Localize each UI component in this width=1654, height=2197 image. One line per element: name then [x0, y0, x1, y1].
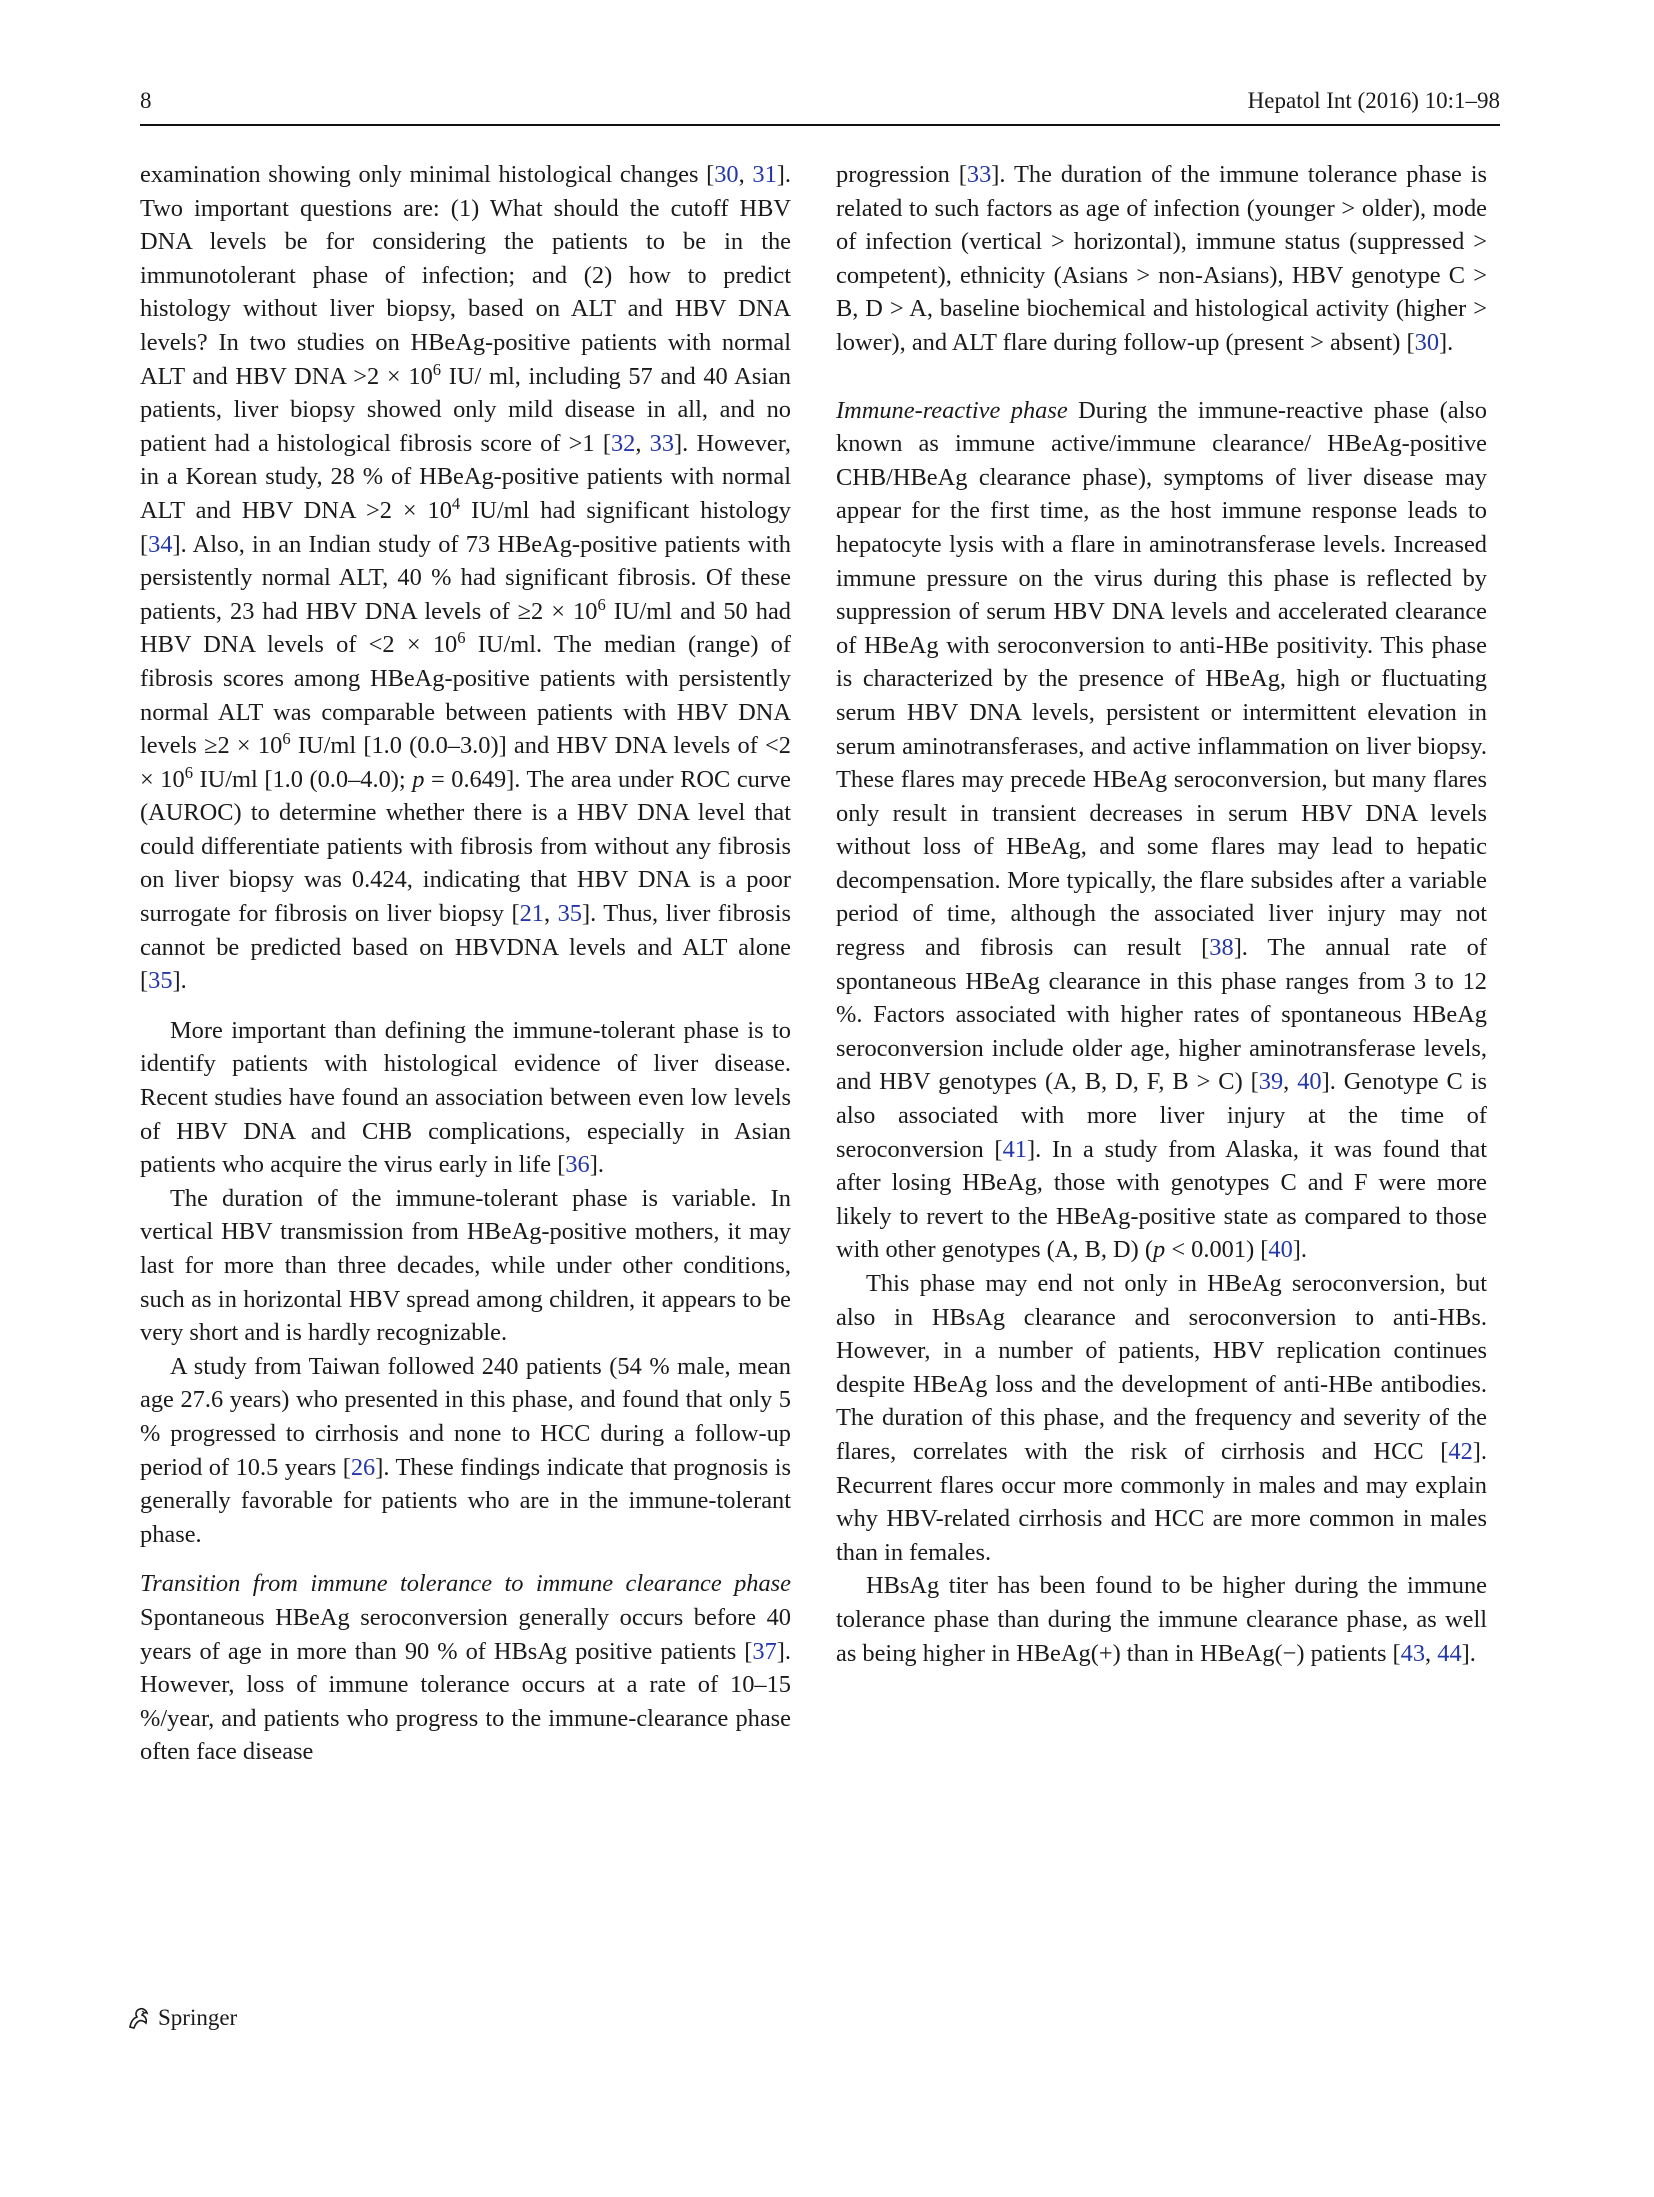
citation-link[interactable]: 30	[1414, 328, 1440, 356]
paragraph	[836, 158, 1487, 360]
text-run: More important than defining the immune-tolerant phase is to identify patients with histological evidence of liver disease. Recent studies have found an association between even low levels of HBV DNA and CHB complications, especially in Asian patients who acquire the virus early in life [	[140, 1016, 791, 1179]
text-run: ]. Also, in an Indian study of 73 HBeAg-positive patients with persistently normal ALT, 40 % had significant fibrosis. Of these patients, 23 had HBV DNA levels of ≥2 × 10	[140, 530, 791, 625]
text-run: ]. However, in a Korean study, 28 % of HBeAg-positive patients with normal ALT and HBV DNA >2 × 10	[140, 429, 791, 524]
page-number: 8	[140, 88, 152, 113]
paragraph	[140, 1014, 791, 1182]
text-run: ].	[1439, 328, 1454, 356]
citation-link[interactable]: 40	[1297, 1068, 1322, 1096]
text-run: ]. These findings indicate that prognosis is generally favorable for patients who are in the immune-tolerant phase.	[140, 1453, 791, 1548]
text-run: ]. Recurrent flares occur more commonly in males and may explain why HBV-related cirrhosis and HCC are more common in males than in females.	[836, 1437, 1487, 1566]
text-run: ,	[738, 161, 753, 188]
text-run: The duration of the immune-tolerant phase is variable. In vertical HBV transmission from HBeAg-positive mothers, it may last for more than three decades, while under other conditions, such as in horizontal HBV spread among children, it appears to be very short and is hardly recognizable.	[140, 1184, 791, 1347]
citation-link[interactable]: 42	[1448, 1437, 1473, 1465]
text-run: ].	[1292, 1236, 1308, 1264]
citation-link[interactable]: 36	[565, 1151, 590, 1179]
text-run: examination showing only minimal histological changes [	[140, 161, 715, 188]
text-run: ,	[543, 900, 558, 928]
text-run: ].	[172, 967, 187, 995]
citation-link[interactable]: 35	[148, 967, 173, 995]
paragraph	[836, 1267, 1487, 1569]
text-run: = 0.649]. The area under ROC curve (AUROC) to determine whether there is a HBV DNA level that could differentiate patients with fibrosis from without any fibrosis on liver biopsy was 0.424, indicating that HBV DNA is a poor surrogate for fibrosis on liver biopsy [	[140, 765, 791, 928]
superscript-exponent: 6	[184, 762, 193, 782]
citation-link[interactable]: 44	[1437, 1639, 1462, 1667]
citation-link[interactable]: 38	[1209, 934, 1234, 962]
paragraph	[140, 158, 791, 998]
superscript-exponent: 6	[597, 594, 606, 614]
text-run: During the immune-reactive phase (also known as immune active/immune clearance/ HBeAg-positive CHB/HBeAg clearance phase), symptoms of liver disease may appear for the first time, as the host immune response leads to hepatocyte lysis with a flare in aminotransferase levels. Increased immune pressure on the virus during this phase is reflected by suppression of serum HBV DNA levels and accelerated clearance of HBeAg with seroconversion to anti-HBe positivity. This phase is characterized by the presence of HBeAg, high or fluctuating serum HBV DNA levels, persistent or intermittent elevation in serum aminotransferases, and active inflammation on liver biopsy. These flares may precede HBeAg seroconversion, but many flares only result in transient decreases in serum HBV DNA levels without loss of HBeAg, and some flares may lead to hepatic decompensation. More typically, the flare subsides after a variable period of time, although the associated liver injury may not regress and fibrosis can result [	[836, 396, 1487, 962]
text-run: ]. The annual rate of spontaneous HBeAg clearance in this phase ranges from 3 to 12 %. Factors associated with higher rates of spontaneous HBeAg seroconversion include older age, higher aminotransferase levels, and HBV genotypes (A, B, D, F, B > C) [	[836, 934, 1487, 1096]
citation-link[interactable]: 33	[966, 161, 992, 188]
text-run: ,	[1425, 1639, 1438, 1667]
paragraph	[140, 1182, 791, 1350]
paragraph	[140, 1567, 791, 1769]
text-run: ].	[1461, 1639, 1476, 1667]
left-column	[140, 158, 791, 1769]
citation-link[interactable]: 31	[752, 161, 777, 188]
citation-link[interactable]: 35	[557, 900, 582, 928]
italic-text: p	[1153, 1236, 1166, 1264]
text-run: ]. Thus, liver fibrosis cannot be predicted based on HBVDNA levels and ALT alone [	[140, 900, 791, 995]
superscript-exponent: 4	[451, 493, 461, 513]
text-run: ]. Genotype C is also associated with more liver injury at the time of seroconversion [	[836, 1068, 1488, 1163]
text-run: IU/ml and 50 had HBV DNA levels of <2 × 10	[140, 597, 792, 659]
text-run: A study from Taiwan followed 240 patients (54 % male, mean age 27.6 years) who presented in this phase, and found that only 5 % progressed to cirrhosis and none to HCC during a follow-up period of 10.5 years [	[140, 1352, 791, 1481]
text-run: This phase may end not only in HBeAg seroconversion, but also in HBsAg clearance and seroconversion to anti-HBs. However, in a number of patients, HBV replication continues despite HBeAg loss and the development of anti-HBe antibodies. The duration of this phase, and the frequency and severity of the flares, correlates with the risk of cirrhosis and HCC [	[836, 1270, 1487, 1465]
text-run: HBsAg titer has been found to be higher during the immune tolerance phase than during the immune clearance phase, as well as being higher in HBeAg(+) than in HBeAg(−) patients [	[836, 1572, 1487, 1667]
text-run: ,	[635, 429, 650, 457]
publisher-name: Springer	[158, 2005, 238, 2030]
text-run: ,	[1283, 1068, 1298, 1096]
text-run: IU/ ml, including 57 and 40 Asian patients, liver biopsy showed only mild disease in all, and no patient had a histological fibrosis score of >1 [	[140, 362, 791, 457]
publisher-footer	[126, 2005, 237, 2031]
citation-link[interactable]: 40	[1268, 1236, 1293, 1264]
italic-text: Immune-reactive phase	[836, 396, 1068, 424]
header-rule	[140, 124, 1500, 126]
text-run: IU/ml had significant histology [	[140, 496, 791, 558]
paragraph	[140, 1350, 791, 1552]
text-run: ].	[589, 1151, 604, 1179]
citation-link[interactable]: 26	[350, 1453, 376, 1481]
text-run: ]. Two important questions are: (1) What should the cutoff HBV DNA levels be for considering the patients to be in the immunotolerant phase of infection; and (2) how to predict histology without liver biopsy, based on ALT and HBV DNA levels? In two studies on HBeAg-positive patients with normal ALT and HBV DNA >2 × 10	[140, 161, 791, 390]
text-run: ]. The duration of the immune tolerance phase is related to such factors as age of infection (younger > older), mode of infection (vertical > horizontal), immune status (suppressed > competent), ethnicity (Asians > non-Asians), HBV genotype C > B, D > A, baseline biochemical and histological activity (higher > lower), and ALT flare during follow-up (present > absent) [	[836, 161, 1487, 356]
citation-link[interactable]: 33	[649, 429, 675, 457]
superscript-exponent: 6	[457, 628, 466, 648]
paragraph	[836, 394, 1487, 1267]
superscript-exponent: 6	[282, 728, 291, 748]
text-run: ]. In a study from Alaska, it was found that after losing HBeAg, those with genotypes C and F were more likely to revert to the HBeAg-positive state as compared to those with other genotypes (A, B, D) (	[836, 1135, 1488, 1264]
right-column	[836, 158, 1487, 1670]
text-run: IU/ml [1.0 (0.0–3.0)] and HBV DNA levels of <2 × 10	[140, 732, 791, 793]
text-run: IU/ml. The median (range) of fibrosis scores among HBeAg-positive patients with persistently normal ALT was comparable between patients with HBV DNA levels ≥2 × 10	[140, 631, 791, 760]
journal-citation: Hepatol Int (2016) 10:1–98	[1247, 88, 1500, 113]
citation-link[interactable]: 37	[752, 1637, 777, 1665]
citation-link[interactable]: 21	[519, 900, 544, 928]
superscript-exponent: 6	[432, 359, 442, 379]
citation-link[interactable]: 30	[714, 161, 739, 188]
citation-link[interactable]: 32	[610, 429, 636, 457]
text-run: ]. However, loss of immune tolerance occurs at a rate of 10–15 %/year, and patients who progress to the immune-clearance phase often face disease	[140, 1637, 791, 1766]
citation-link[interactable]: 43	[1400, 1639, 1426, 1667]
text-run: < 0.001) [	[1165, 1236, 1269, 1264]
paragraph	[836, 1569, 1487, 1670]
italic-text: Transition from immune tolerance to immune clearance phase	[140, 1570, 791, 1598]
citation-link[interactable]: 41	[1002, 1135, 1027, 1163]
citation-link[interactable]: 34	[148, 530, 173, 558]
springer-horse-icon	[126, 2005, 152, 2031]
text-run: IU/ml [1.0 (0.0–4.0);	[192, 765, 413, 793]
text-run: Spontaneous HBeAg seroconversion generally occurs before 40 years of age in more than 90 % of HBsAg positive patients [	[140, 1603, 791, 1665]
italic-text: p	[412, 765, 425, 793]
text-run: progression [	[836, 161, 967, 188]
citation-link[interactable]: 39	[1258, 1068, 1284, 1096]
